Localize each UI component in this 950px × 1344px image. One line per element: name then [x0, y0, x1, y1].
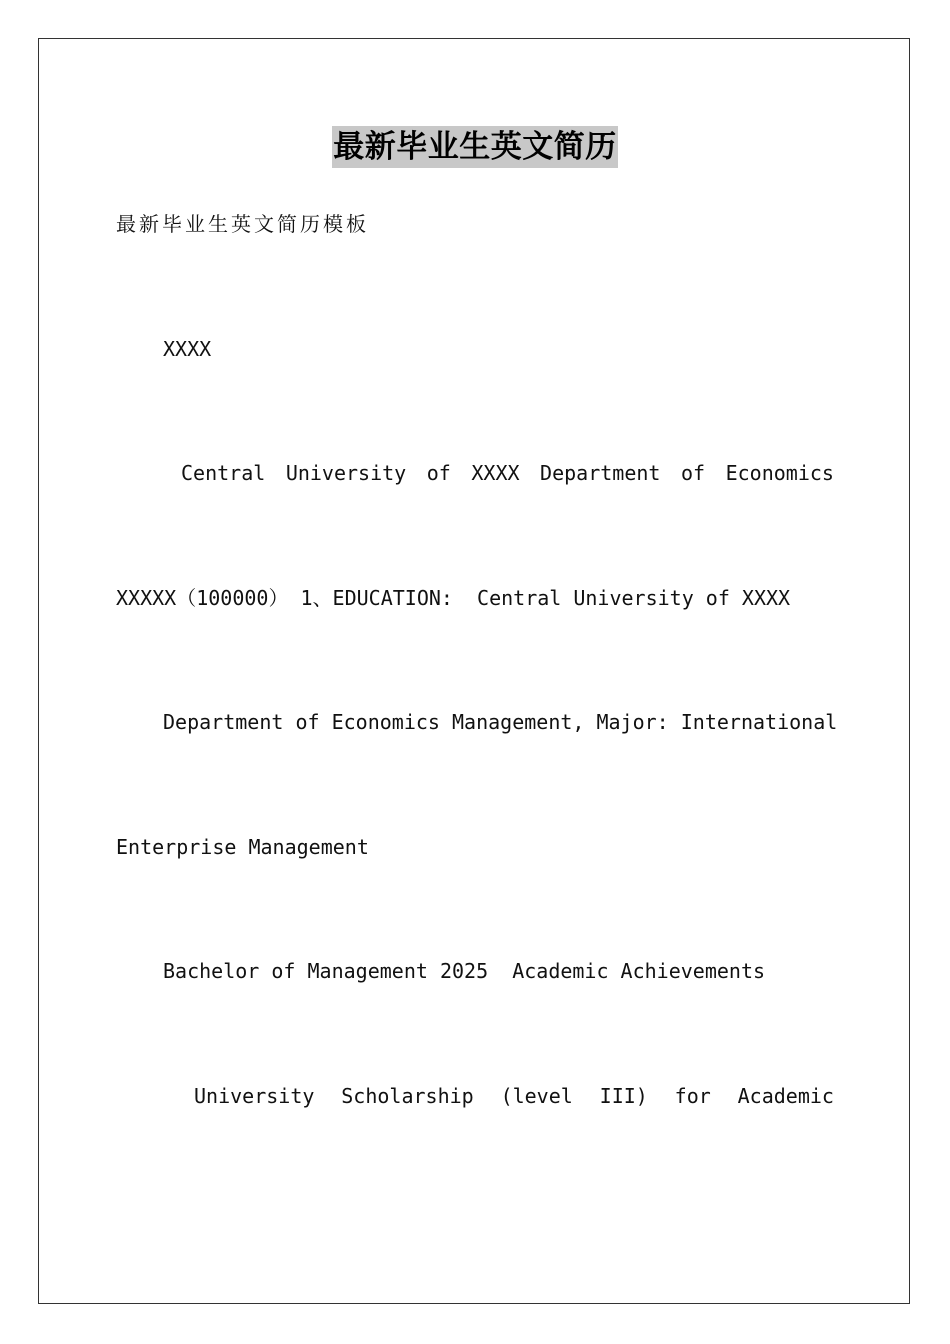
address-word: Department: [540, 461, 661, 485]
address-word: Central: [181, 461, 266, 485]
department-line: Department of Economics Management, Major: International: [163, 710, 838, 734]
address-word: University: [285, 461, 407, 485]
scholarship-word: (level: [500, 1084, 573, 1108]
address-word: XXXX: [471, 461, 520, 485]
address-word: of: [426, 461, 451, 485]
title-container: [0, 126, 950, 168]
address-line: [181, 460, 834, 486]
address-word: of: [680, 461, 706, 485]
document-subtitle: 最新毕业生英文简历模板: [116, 212, 369, 236]
major-continuation-line: Enterprise Management: [116, 835, 369, 859]
scholarship-word: University: [194, 1084, 315, 1108]
scholarship-word: III): [599, 1084, 648, 1108]
applicant-name: XXXX: [163, 337, 212, 361]
scholarship-word: Scholarship: [341, 1084, 474, 1108]
degree-line: Bachelor of Management 2025 Academic Achievements: [163, 959, 766, 983]
address-word: Economics: [725, 461, 834, 485]
education-line: XXXXX（100000） 1、EDUCATION: Central University of XXXX: [116, 586, 791, 610]
scholarship-word: Academic: [737, 1084, 834, 1108]
scholarship-word: for: [674, 1084, 711, 1108]
document-title: 最新毕业生英文简历: [332, 126, 618, 168]
scholarship-line: [194, 1083, 834, 1109]
